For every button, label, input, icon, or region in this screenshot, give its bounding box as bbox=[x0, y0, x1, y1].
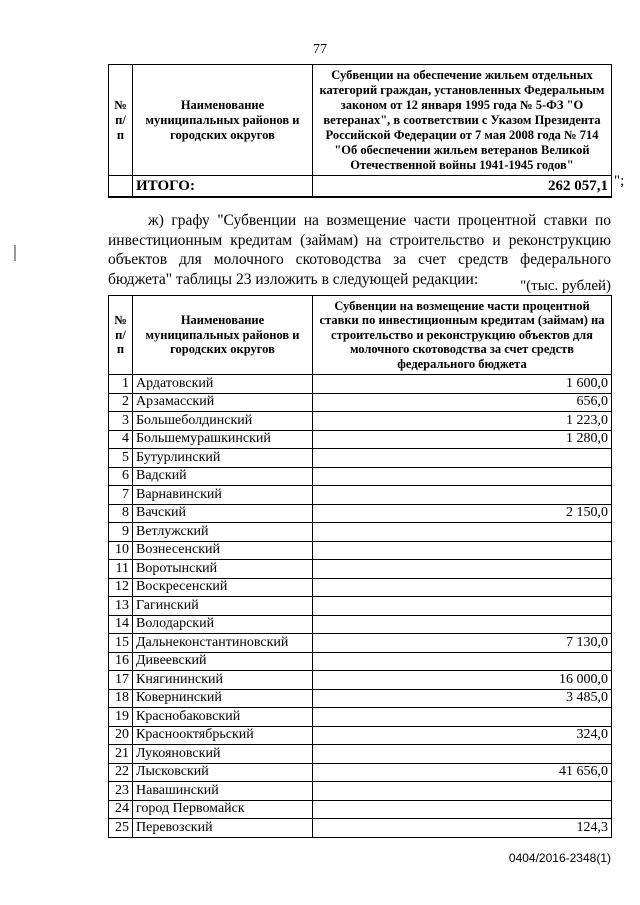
district-name: Ковернинский bbox=[133, 689, 313, 708]
table-row bbox=[109, 449, 612, 468]
district-name: город Первомайск bbox=[133, 800, 313, 819]
row-number: 21 bbox=[109, 745, 133, 764]
table-row bbox=[109, 486, 612, 505]
row-number: 19 bbox=[109, 708, 133, 727]
row-number: 11 bbox=[109, 560, 133, 579]
subvention-value: 124,3 bbox=[313, 819, 612, 838]
table-row bbox=[109, 615, 612, 634]
table-row bbox=[109, 689, 612, 708]
district-name: Бутурлинский bbox=[133, 449, 313, 468]
row-number: 5 bbox=[109, 449, 133, 468]
row-number: 25 bbox=[109, 819, 133, 838]
footer-code: 0404/2016-2348(1) bbox=[508, 851, 611, 865]
district-name: Лукояновский bbox=[133, 745, 313, 764]
t2-body bbox=[109, 375, 612, 838]
district-name: Гагинский bbox=[133, 597, 313, 616]
table-row bbox=[109, 523, 612, 542]
row-number: 4 bbox=[109, 430, 133, 449]
table-row bbox=[109, 782, 612, 801]
subvention-value bbox=[313, 467, 612, 486]
row-number: 1 bbox=[109, 375, 133, 394]
table-row bbox=[109, 430, 612, 449]
table-row bbox=[109, 597, 612, 616]
paragraph-text: ж) графу "Субвенции на возмещение части процентной ставки по инвестиционным кредитам (займам) на строительство и реконструкцию объектов для молочного скотоводства за счет средств федерального бюджета" таблицы 23 изложить в следующей редакции: bbox=[108, 212, 611, 288]
row-number: 24 bbox=[109, 800, 133, 819]
row-number: 22 bbox=[109, 763, 133, 782]
district-name: Большеболдинский bbox=[133, 412, 313, 431]
t1-total-value: 262 057,1 bbox=[313, 176, 612, 198]
table-row bbox=[109, 819, 612, 838]
row-number: 7 bbox=[109, 486, 133, 505]
subvention-value: 1 280,0 bbox=[313, 430, 612, 449]
subvention-value bbox=[313, 615, 612, 634]
subvention-value bbox=[313, 782, 612, 801]
table-row bbox=[109, 504, 612, 523]
table-row bbox=[109, 634, 612, 653]
subvention-value bbox=[313, 597, 612, 616]
subvention-value bbox=[313, 708, 612, 727]
district-name: Краснобаковский bbox=[133, 708, 313, 727]
row-number: 20 bbox=[109, 726, 133, 745]
district-name: Ардатовский bbox=[133, 375, 313, 394]
t1-total-label: ИТОГО: bbox=[133, 176, 313, 198]
subvention-value: 324,0 bbox=[313, 726, 612, 745]
t2-col-value-header: Субвенции на возмещение части процентной ставки по инвестиционным кредитам (займам) на строительство и реконструкцию объектов для молочного скотоводства за счет средств федерального бюджета bbox=[313, 296, 612, 375]
table-row bbox=[109, 578, 612, 597]
row-number: 16 bbox=[109, 652, 133, 671]
margin-mark bbox=[14, 245, 16, 261]
table-row bbox=[109, 652, 612, 671]
subvention-value: 41 656,0 bbox=[313, 763, 612, 782]
district-name: Перевозский bbox=[133, 819, 313, 838]
district-name: Вадский bbox=[133, 467, 313, 486]
subvention-value: 2 150,0 bbox=[313, 504, 612, 523]
t1-col-value-header: Субвенции на обеспечение жильем отдельных категорий граждан, установленных Федеральным законом от 12 января 1995 года № 5-ФЗ "О ветеранах", в соответствии с Указом Президента Российской Федерации от 7 мая 2008 года № 714 "Об обеспечении жильем ветеранов Великой Отечественной войны 1941-1945 годов" bbox=[313, 65, 612, 176]
t1-total-num-cell bbox=[109, 176, 133, 198]
district-name: Дальнеконстантиновский bbox=[133, 634, 313, 653]
table-row bbox=[109, 800, 612, 819]
subvention-value: 7 130,0 bbox=[313, 634, 612, 653]
row-number: 10 bbox=[109, 541, 133, 560]
row-number: 15 bbox=[109, 634, 133, 653]
table-row bbox=[109, 541, 612, 560]
subvention-value: 1 600,0 bbox=[313, 375, 612, 394]
table-row bbox=[109, 671, 612, 690]
table-row bbox=[109, 467, 612, 486]
district-name: Навашинский bbox=[133, 782, 313, 801]
district-name: Воротынский bbox=[133, 560, 313, 579]
unit-label: "(тыс. рублей) bbox=[520, 278, 611, 294]
subvention-value bbox=[313, 800, 612, 819]
subvention-value bbox=[313, 486, 612, 505]
subvention-value bbox=[313, 541, 612, 560]
table-row bbox=[109, 412, 612, 431]
t2-col-name-header: Наименование муниципальных районов и городских округов bbox=[133, 296, 313, 375]
row-number: 6 bbox=[109, 467, 133, 486]
table-row bbox=[109, 708, 612, 727]
row-number: 14 bbox=[109, 615, 133, 634]
table-row bbox=[109, 745, 612, 764]
district-name: Краснооктябрьский bbox=[133, 726, 313, 745]
district-name: Лысковский bbox=[133, 763, 313, 782]
page-number: 77 bbox=[313, 42, 327, 57]
t1-col-num-header: № п/п bbox=[109, 65, 133, 176]
district-name: Большемурашкинский bbox=[133, 430, 313, 449]
subvention-value bbox=[313, 745, 612, 764]
district-name: Вачский bbox=[133, 504, 313, 523]
row-number: 9 bbox=[109, 523, 133, 542]
district-name: Арзамасский bbox=[133, 393, 313, 412]
table1-closing-mark: "; bbox=[614, 173, 625, 189]
table-row bbox=[109, 393, 612, 412]
row-number: 12 bbox=[109, 578, 133, 597]
district-name: Княгининский bbox=[133, 671, 313, 690]
row-number: 3 bbox=[109, 412, 133, 431]
table-row bbox=[109, 560, 612, 579]
table-row bbox=[109, 726, 612, 745]
district-name: Володарский bbox=[133, 615, 313, 634]
table-row bbox=[109, 763, 612, 782]
row-number: 23 bbox=[109, 782, 133, 801]
district-name: Вознесенский bbox=[133, 541, 313, 560]
subvention-value: 1 223,0 bbox=[313, 412, 612, 431]
dairy-subvention-table bbox=[108, 295, 612, 838]
row-number: 13 bbox=[109, 597, 133, 616]
district-name: Варнавинский bbox=[133, 486, 313, 505]
subvention-value bbox=[313, 560, 612, 579]
subvention-value: 3 485,0 bbox=[313, 689, 612, 708]
district-name: Воскресенский bbox=[133, 578, 313, 597]
subvention-value: 16 000,0 bbox=[313, 671, 612, 690]
subvention-value bbox=[313, 652, 612, 671]
row-number: 17 bbox=[109, 671, 133, 690]
table-row bbox=[109, 375, 612, 394]
t2-col-num-header: № п/п bbox=[109, 296, 133, 375]
row-number: 2 bbox=[109, 393, 133, 412]
t1-col-name-header: Наименование муниципальных районов и городских округов bbox=[133, 65, 313, 176]
subvention-value bbox=[313, 449, 612, 468]
subvention-value bbox=[313, 578, 612, 597]
district-name: Дивеевский bbox=[133, 652, 313, 671]
subvention-value: 656,0 bbox=[313, 393, 612, 412]
veterans-subvention-table bbox=[108, 64, 612, 198]
row-number: 18 bbox=[109, 689, 133, 708]
district-name: Ветлужский bbox=[133, 523, 313, 542]
row-number: 8 bbox=[109, 504, 133, 523]
subvention-value bbox=[313, 523, 612, 542]
